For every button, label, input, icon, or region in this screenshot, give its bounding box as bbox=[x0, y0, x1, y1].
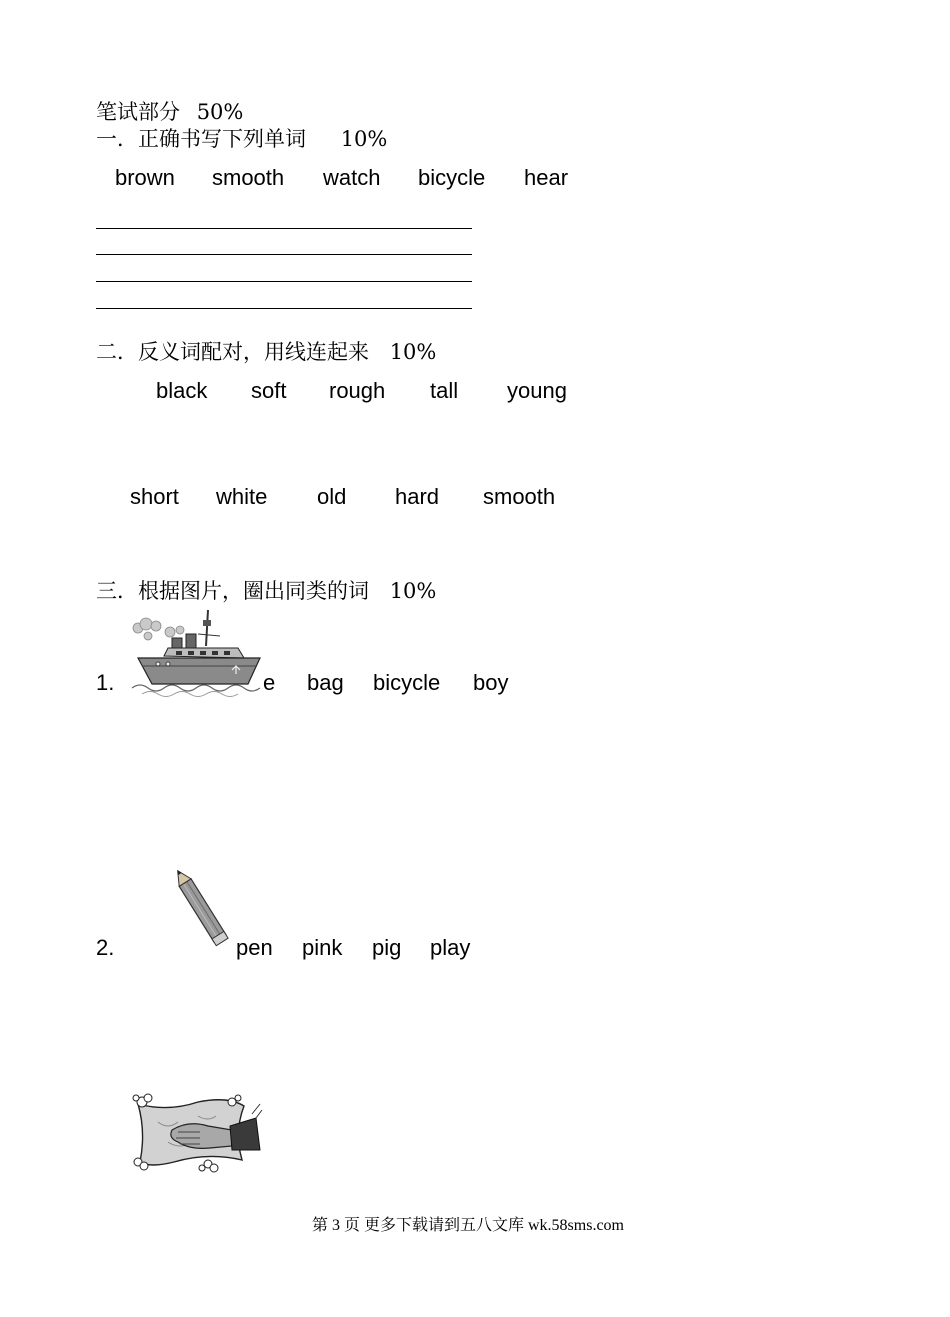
top-word-rough[interactable]: rough bbox=[329, 378, 386, 403]
question1-word-bag[interactable]: bag bbox=[307, 670, 344, 695]
pencil-icon bbox=[168, 864, 234, 952]
section3-title: 三．根据图片，圈出同类的词 bbox=[96, 579, 369, 603]
section1-word-hear: hear bbox=[524, 165, 569, 190]
bottom-word-short[interactable]: short bbox=[130, 484, 179, 509]
top-word-tall[interactable]: tall bbox=[430, 378, 459, 403]
question2-word-pig[interactable]: pig bbox=[372, 935, 402, 960]
question2-word-play[interactable]: play bbox=[430, 935, 471, 960]
top-word-soft[interactable]: soft bbox=[251, 378, 287, 403]
writing-line[interactable] bbox=[96, 228, 472, 229]
top-word-black[interactable]: black bbox=[156, 378, 208, 403]
section1-word-bicycle: bicycle bbox=[418, 165, 486, 190]
question1-word-boy[interactable]: boy bbox=[473, 670, 509, 695]
pillow-hand-icon bbox=[128, 1092, 264, 1176]
bottom-word-hard[interactable]: hard bbox=[395, 484, 440, 509]
written-part-label: 笔试部分 bbox=[96, 100, 180, 124]
question2-number: 2. bbox=[96, 935, 115, 960]
section1-word-smooth: smooth bbox=[212, 165, 285, 190]
writing-line[interactable] bbox=[96, 308, 472, 309]
question1-number: 1. bbox=[96, 670, 115, 695]
section2-heading bbox=[96, 336, 436, 366]
section1-title: 一．正确书写下列单词 bbox=[96, 127, 306, 151]
section1-score: 10% bbox=[340, 127, 388, 151]
writing-line[interactable] bbox=[96, 254, 472, 255]
written-part-percent: 50% bbox=[196, 100, 244, 124]
writing-line[interactable] bbox=[96, 281, 472, 282]
question1-word-bicycle[interactable]: bicycle bbox=[373, 670, 441, 695]
question2-word-pink[interactable]: pink bbox=[302, 935, 343, 960]
section1-heading bbox=[96, 123, 387, 153]
page-footer: 第 3 页 更多下载请到五八文库 wk.58sms.com bbox=[312, 1217, 625, 1234]
section1-word-brown: brown bbox=[115, 165, 175, 190]
ship-icon bbox=[128, 606, 264, 698]
bottom-word-smooth[interactable]: smooth bbox=[483, 484, 556, 509]
question1-partial-word[interactable]: e bbox=[263, 670, 276, 695]
question2-word-pen[interactable]: pen bbox=[236, 935, 273, 960]
bottom-word-white[interactable]: white bbox=[216, 484, 268, 509]
section3-heading bbox=[96, 575, 436, 605]
section1-word-watch: watch bbox=[323, 165, 381, 190]
section2-title: 二．反义词配对，用线连起来 bbox=[96, 340, 369, 364]
section2-score: 10% bbox=[389, 340, 437, 364]
section3-score: 10% bbox=[389, 579, 437, 603]
bottom-word-old[interactable]: old bbox=[317, 484, 347, 509]
top-word-young[interactable]: young bbox=[507, 378, 567, 403]
written-part-heading bbox=[96, 96, 243, 126]
